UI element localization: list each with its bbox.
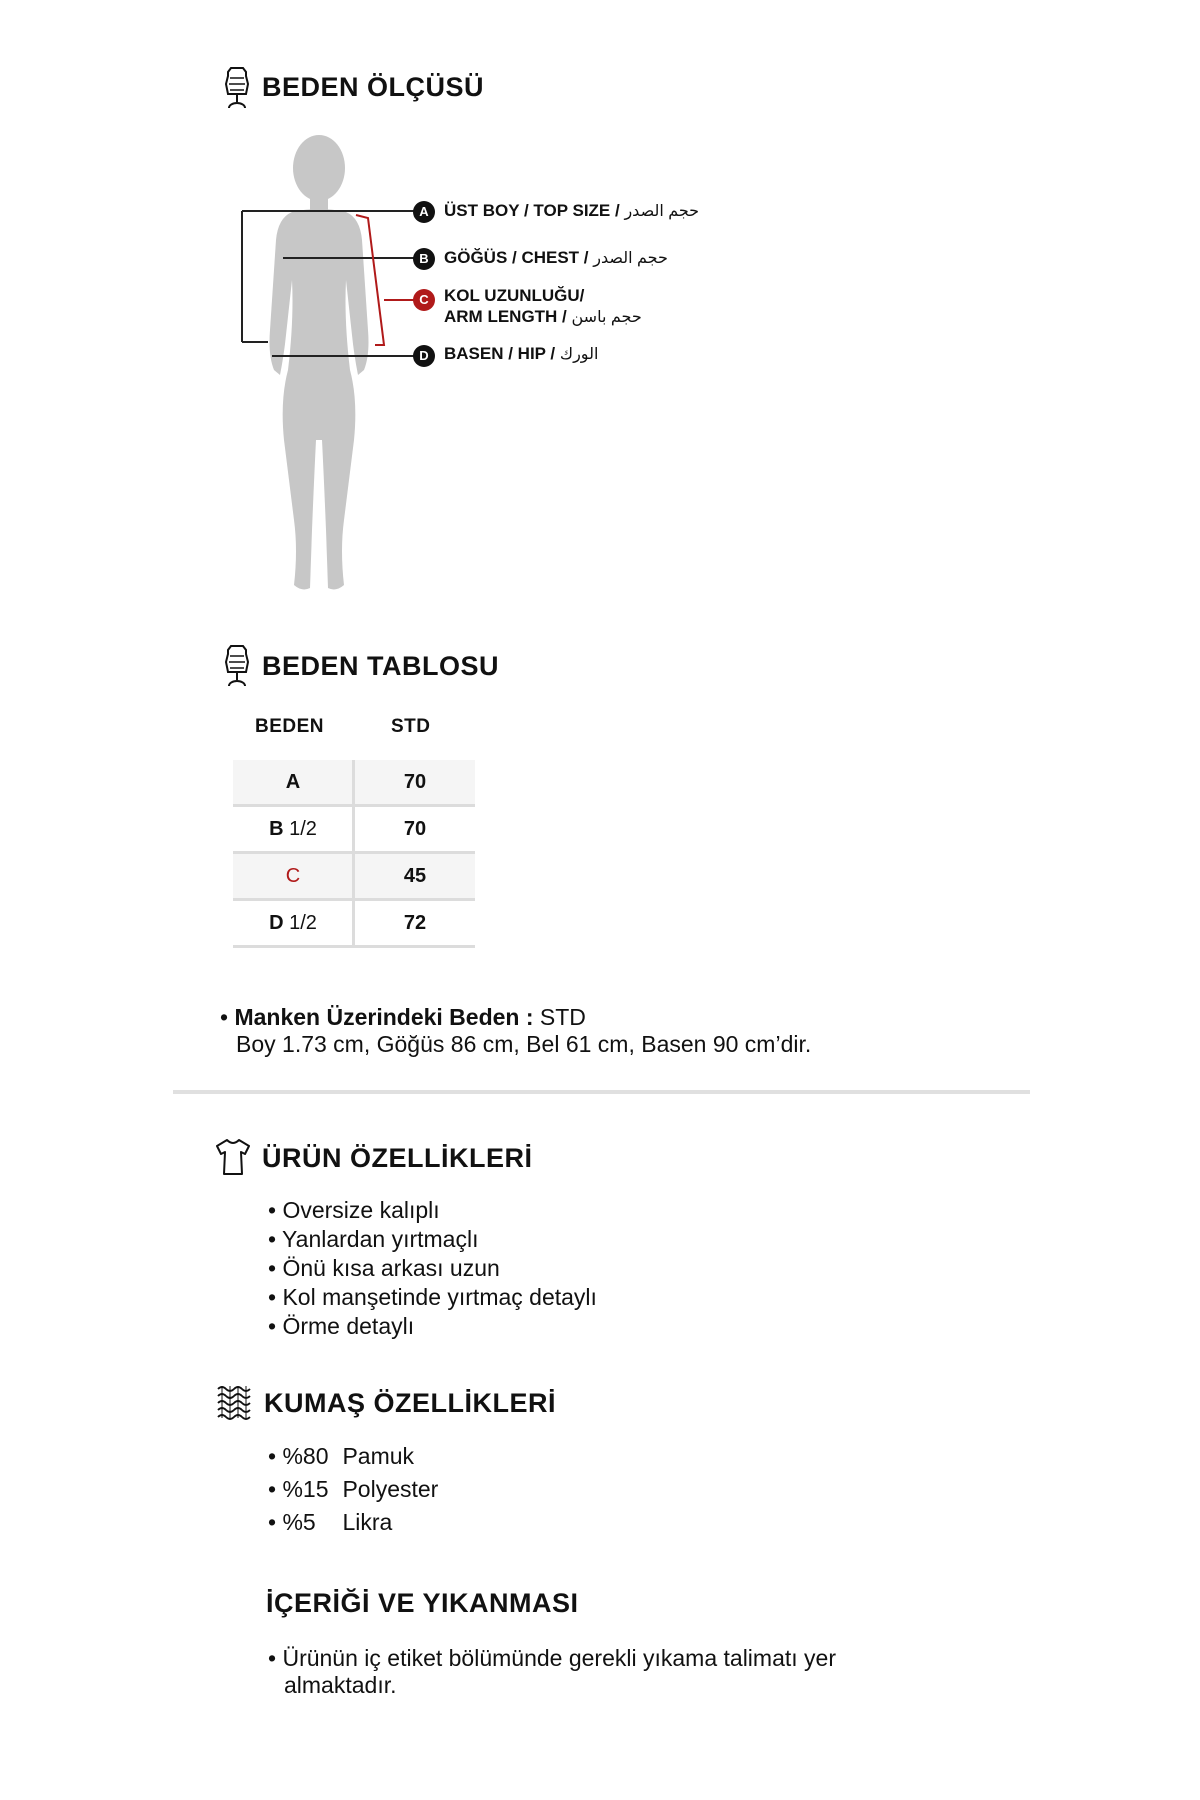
list-item: • Yanlardan yırtmaçlı (268, 1225, 597, 1254)
fabric-features-list (268, 1440, 438, 1539)
row-size: C (285, 865, 301, 887)
care-text-continued: almaktadır. (284, 1672, 397, 1698)
list-item: • %80 Pamuk (268, 1440, 438, 1473)
row-size: A (285, 771, 301, 793)
section-divider (173, 1090, 1030, 1094)
list-item: • Örme detaylı (268, 1312, 597, 1341)
measure-label-c: KOL UZUNLUĞU/ ARM LENGTH / حجم باسن (444, 286, 642, 326)
mannequin-icon (222, 644, 252, 688)
list-item: • Önü kısa arkası uzun (268, 1254, 597, 1283)
fabric-features-title: KUMAŞ ÖZELLİKLERİ (264, 1388, 556, 1418)
table-row (233, 760, 475, 804)
badge-c: C (413, 289, 435, 311)
row-value: 70 (403, 771, 427, 793)
model-info: • Manken Üzerindeki Beden : STD (220, 1004, 586, 1030)
row-value: 70 (403, 818, 427, 840)
list-item: • %5 Likra (268, 1506, 438, 1539)
table-header-std: STD (391, 716, 431, 737)
list-item: • %15 Polyester (268, 1473, 438, 1506)
row-value: 72 (403, 912, 427, 934)
table-row: D 1/2 72 (233, 901, 475, 945)
table-header-size: BEDEN (255, 716, 325, 737)
size-measure-title: BEDEN ÖLÇÜSÜ (262, 72, 485, 102)
list-item: • Kol manşetinde yırtmaç detaylı (268, 1283, 597, 1312)
tshirt-icon (215, 1138, 251, 1176)
care-title: İÇERİĞİ VE YIKANMASI (266, 1588, 579, 1618)
care-text: • Ürünün iç etiket bölümünde gerekli yıkama talimatı yer (268, 1645, 836, 1671)
measure-label-d: BASEN / HIP / الورك (444, 344, 599, 363)
table-row (233, 854, 475, 898)
product-features-title: ÜRÜN ÖZELLİKLERİ (262, 1143, 533, 1173)
row-size: D (269, 912, 284, 934)
measure-label-b: GÖĞÜS / CHEST / حجم الصدر (444, 248, 668, 267)
row-value: 45 (403, 865, 427, 887)
badge-b: B (413, 248, 435, 270)
size-table-title: BEDEN TABLOSU (262, 651, 500, 681)
model-measurements: Boy 1.73 cm, Göğüs 86 cm, Bel 61 cm, Basen 90 cm’dir. (236, 1031, 812, 1057)
fabric-texture-icon (216, 1384, 252, 1420)
measure-label-a: ÜST BOY / TOP SIZE / حجم الصدر (444, 201, 700, 220)
list-item: • Oversize kalıplı (268, 1196, 597, 1225)
table-row: B 1/2 70 (233, 807, 475, 851)
badge-d: D (413, 345, 435, 367)
product-features-list (268, 1196, 597, 1341)
badge-a: A (413, 201, 435, 223)
row-size: B (269, 818, 284, 840)
